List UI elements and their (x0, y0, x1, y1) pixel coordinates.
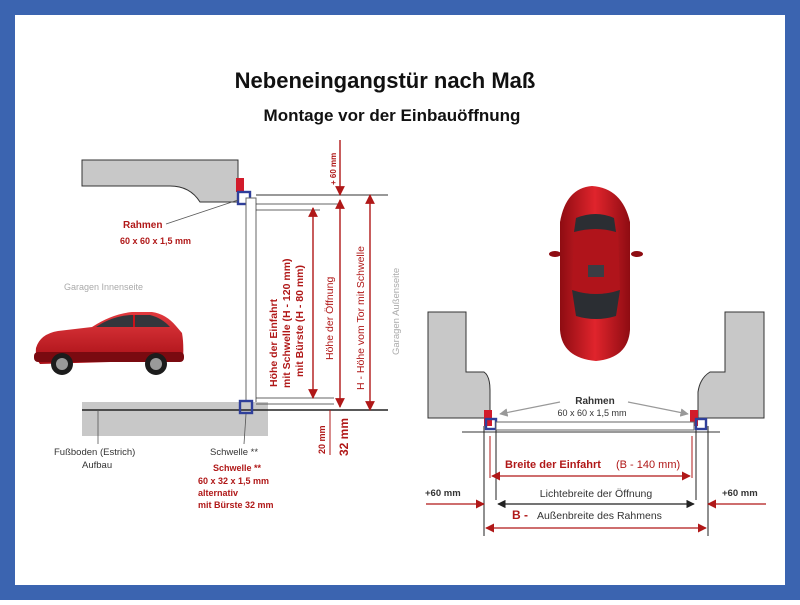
height-entry-line1: Höhe der Einfahrt (268, 298, 280, 387)
b-label-text: B - (512, 508, 528, 522)
floor-label-line2: Aufbau (82, 460, 113, 471)
lintel-seal (236, 178, 244, 192)
schwelle-label: Schwelle ** (210, 447, 259, 458)
height-entry-line2: mit Schwelle (H - 120 mm) (281, 258, 293, 388)
plus60-right-text: +60 mm (722, 488, 758, 499)
page-title: Nebeneingangstür nach Maß (234, 68, 536, 93)
dim-32-text: 32 mm (337, 417, 351, 456)
lichtebreite-text: Lichtebreite der Öffnung (539, 488, 653, 500)
aussenbreite-text: Außenbreite des Rahmens (537, 510, 662, 522)
schwelle-label-red: Schwelle ** (213, 463, 262, 473)
floor-label-line1: Fußboden (Estrich) (54, 447, 136, 458)
breite-formula-text: (B - 140 mm) (616, 459, 681, 471)
door-leaf (246, 198, 256, 406)
height-total-text: H - Höhe vom Tor mit Schwelle (355, 246, 367, 390)
schwelle-buerste: mit Bürste 32 mm (198, 500, 274, 510)
page-subtitle: Montage vor der Einbauöffnung (263, 106, 521, 125)
rahmen-size-left: 60 x 60 x 1,5 mm (120, 236, 192, 246)
plus60-top-text: + 60 mm (329, 152, 338, 185)
rahmen-label-left: Rahmen (123, 220, 163, 231)
breite-einfahrt-text: Breite der Einfahrt (505, 459, 601, 471)
height-opening-text: Höhe der Öffnung (324, 276, 336, 360)
rahmen-size-right: 60 x 60 x 1,5 mm (557, 408, 627, 418)
dim-20-text: 20 mm (317, 425, 327, 454)
door-leaf-plan (496, 422, 694, 430)
height-entry-line3: mit Bürste (H - 80 mm) (294, 264, 306, 377)
schwelle-size: 60 x 32 x 1,5 mm (198, 476, 270, 486)
schwelle-alternativ: alternativ (198, 488, 239, 498)
garage-outside-label: Garagen Außenseite (391, 267, 402, 355)
rahmen-label-right: Rahmen (575, 396, 615, 407)
garage-inside-label: Garagen Innenseite (64, 282, 144, 292)
plus60-left-text: +60 mm (425, 488, 461, 499)
